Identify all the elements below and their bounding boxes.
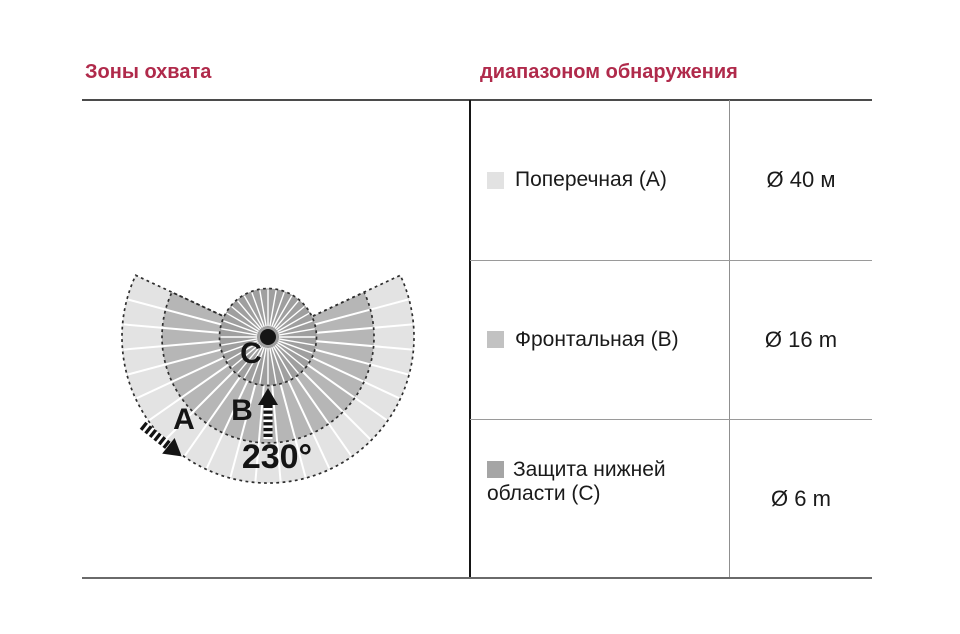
zone-b-diameter-value: Ø 16 m bbox=[764, 326, 838, 352]
zone-b-name-label: Фронтальная (В) bbox=[515, 327, 679, 351]
sensor-dot bbox=[260, 329, 276, 345]
zone-c-diameter-value: Ø 6 m bbox=[771, 485, 831, 511]
table-left-border bbox=[469, 100, 471, 577]
zone-c-name-label: Защита нижней области (С) bbox=[487, 458, 666, 505]
zone-b-swatch bbox=[487, 331, 504, 348]
table-row-zone-b-name bbox=[487, 260, 722, 419]
zone-b-label: B bbox=[231, 394, 253, 427]
table-row-zone-c-name bbox=[487, 420, 677, 615]
zone-a-swatch bbox=[487, 172, 504, 189]
zone-c-label: C bbox=[240, 337, 262, 370]
section-title-coverage-zones: Зоны охвата bbox=[85, 61, 212, 83]
zone-a-name-label: Поперечная (А) bbox=[515, 168, 667, 191]
coverage-diagram bbox=[108, 262, 428, 492]
zone-c-swatch bbox=[487, 461, 504, 478]
zone-a-label: A bbox=[173, 403, 195, 436]
coverage-angle-label: 230° bbox=[241, 438, 313, 476]
zone-a-diameter-value: Ø 40 м bbox=[766, 167, 836, 192]
section-title-detection-range: диапазоном обнаружения bbox=[480, 61, 738, 83]
bottom-rule bbox=[82, 577, 872, 579]
table-row-zone-a-name bbox=[487, 100, 722, 260]
